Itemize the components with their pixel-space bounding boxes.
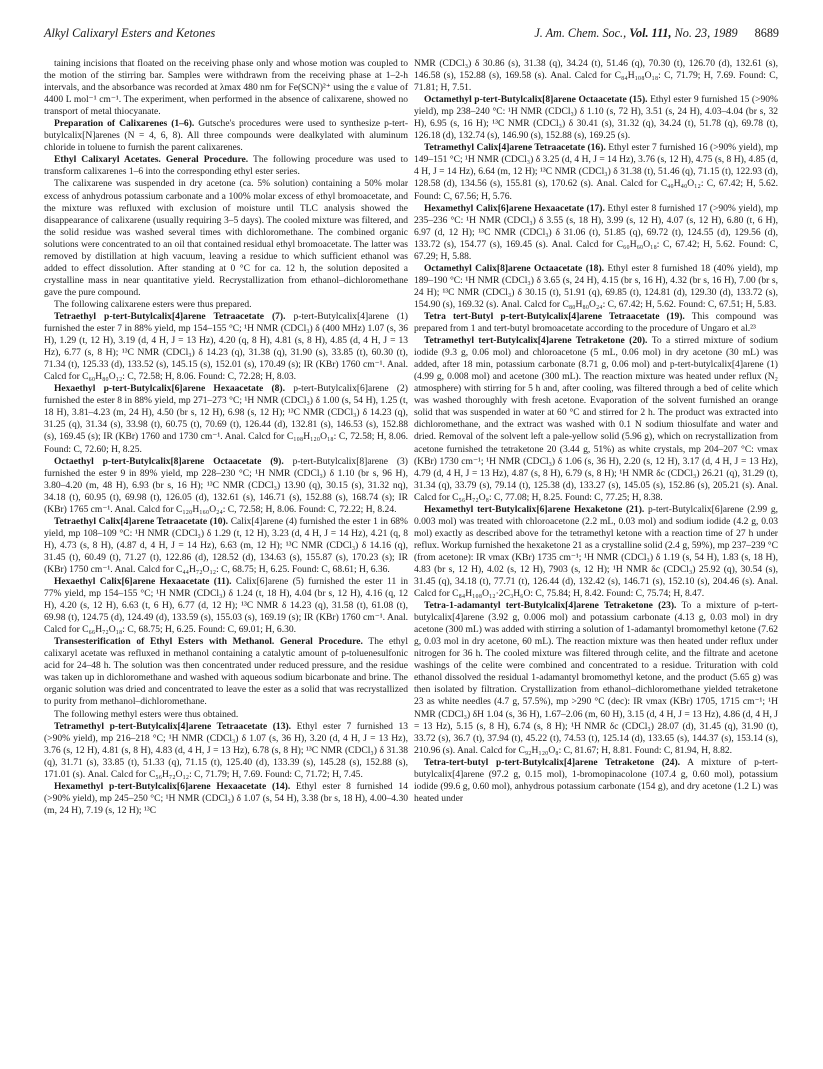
journal-issue: No. 23, 1989 <box>674 26 738 40</box>
paragraph-text: Ethyl ester 7 furnished 16 (>90% yield), mp 149–151 °C; ¹H NMR (CDCl₃) δ 3.25 (d, 4 H, J = 14 Hz), 3.76 (s, 12 H), 4.75 (s, 8 H), 4.85 (d, 4 H, J = 14 Hz), 6.64 (m, 12 H); ¹³C NMR (CDCl₃) δ 31.38 (t), 51.46 (q), 71.15 (t), 122.93 (d), 128.58 (d), 134.56 (s), 155.81 (s), 170.62 (s). Anal. Calcd for C₄₀H₄₀O₁₂: C, 67.42; H, 5.62. Found: C, 67.56; H, 5.76. <box>414 142 778 202</box>
paragraph-heading: Octamethyl p-tert-Butylcalix[8]arene Octaacetate (15). <box>424 94 648 106</box>
paragraph-heading: Hexamethyl p-tert-Butylcalix[6]arene Hexaacetate (14). <box>54 780 291 792</box>
paragraph <box>44 299 408 311</box>
paragraph-heading: Tetra-tert-butyl p-tert-Butylcalix[4]arene Tetraketone (24). <box>424 756 681 768</box>
paragraph <box>414 58 778 94</box>
paragraph-text: The calixarene was suspended in dry acetone (ca. 5% solution) containing a 50% molar excess of anhydrous potassium carbonate and a 100% molar excess of ethyl bromoacetate, and the mixture was refluxed with exclusion of moisture until TLC analysis showed the disappearance of calixarene (usually requiring 3–5 days). The cooled mixture was filtered, and the solid residue was washed several times with dichloromethane. The combined organic solutions were concentrated to an oil that contained residual ethyl bromoacetate. The latter was removed by distillation at high vacuum, leaving a residue to which sufficient ethanol was added to effect dissolution. After standing at 0 °C for ca. 12 h, the solution deposited a crystalline mass in near quantitative yield. Recrystallization from ethanol–dichloromethane gave the pure compound. <box>44 178 408 298</box>
page-number: 8689 <box>754 26 779 40</box>
paragraph-text: To a stirred mixture of sodium iodide (9.3 g, 0.06 mol) and chloroacetone (5 mL, 0.06 mol) in dry acetone (30 mL) was added, after 18 min, potassium carbonate (8.71 g, 0.06 mol) and p-tert-butylcalix[4]arene (1) (4.99 g, 0.008 mol) and acetone (300 mL). The reaction mixture was heated under reflux (N₂ atmosphere) with stirring for 5 h and, after cooling, was filtered through a bed of celite which was washed thoroughly with fresh acetone. Evaporation of the solvent furnished an orange solid that was suspended in water at 60 °C and stirred for 2 h. The product was extracted into dichloromethane, and the extract was washed with 0.1 N sodium thiosulfate and water and dried. Removal of the solvent left a pale-yellow solid (5.96 g), which on recrystallization from acetone furnished the tetraketone 20 (3.44 g, 51%) as white crystals, mp 204–207 °C: νmax (KBr) 1730 cm⁻¹; ¹H NMR (CDCl₃) δ 1.06 (s, 36 H), 2.20 (s, 12 H), 3.17 (d, 4 H, J = 13 Hz), 4.79 (d, 4 H, J = 13 Hz), 4.87 (s, 8 H), 6.79 (s, 8 H); ¹H NMR δc (CDCl₃) 26.21 (q), 31.29 (t), 31.34 (q), 33.79 (s), 79.14 (t), 125.38 (d), 133.27 (s), 145.05 (s), 152.86 (s), 205.21 (s). Anal. Calcd for C₅₆H₇₂O₈: C, 77.08; H, 8.25. Found: C, 77.25; H, 8.38. <box>414 335 779 503</box>
paragraph-text: The ethyl calixaryl acetate was refluxed in methanol containing a catalytic amount of p-toluenesulfonic acid for 24–48 h. The solution was then concentrated under reduced pressure, and the residue was taken up in dichloromethane and washed with aqueous sodium bicarbonate and brine. The organic solution was dried and concentrated to leave the ester as a solid that was recrystallized to purity from methanol–dichloromethane. <box>44 636 408 708</box>
paragraph <box>44 636 408 708</box>
paragraph <box>44 709 408 721</box>
paragraph-heading: Tetraethyl Calix[4]arene Tetraacetate (10). <box>54 515 229 527</box>
paragraph-heading: Tetra-1-adamantyl tert-Butylcalix[4]arene Tetraketone (23). <box>424 600 677 612</box>
paragraph <box>414 335 778 504</box>
paragraph-text: The following procedure was used to transform calixarenes 1–6 into the corresponding ethyl ester series. <box>44 154 408 178</box>
paragraph <box>414 757 778 805</box>
right-column <box>414 58 778 805</box>
paragraph-heading: Transesterification of Ethyl Esters with Methanol. General Procedure. <box>54 636 363 648</box>
paragraph-text: p-tert-Butylcalix[8]arene (3) furnished the ester 9 in 89% yield, mp 228–230 °C; ¹H NMR (CDCl₃) δ 1.10 (br s, 96 H), 3.80–4.20 (m, 48 H), 6.93 (br s, 16 H); ¹³C NMR (CDCl₃) 13.90 (q), 30.15 (s), 31.32 nq), 34.18 (t), 60.95 (t), 69.98 (t), 126.05 (d), 132.61 (s), 146.71 (s), 152.88 (s), 168.74 (s); IR (KBr) 1765 cm⁻¹. Anal. Calcd for C₁₂₀H₁₆₀O₂₄: C, 72.58; H, 8.06. Found: C, 72.22; H, 8.24. <box>44 455 408 515</box>
paragraph <box>44 456 408 516</box>
paragraph-text: Calix[6]arene (5) furnished the ester 11 in 77% yield, mp 154–155 °C; ¹H NMR (CDCl₃) δ 1.24 (t, 18 H), 4.04 (br s, 12 H), 4.16 (q, 12 H), 4.20 (s, 12 H), 6.63 (t, 6 H), 6.77 (d, 12 H); ¹³C NMR δ 14.23 (q), 31.58 (t), 61.08 (t), 69.98 (t), 124.75 (d), 124.49 (d), 133.59 (s), 155.03 (s), 169.19 (s); IR (KBr) 1760 cm⁻¹. Anal. Calcd for C₆₆H₇₂O₁₈: C, 68.75; H, 6.25. Found: C, 69.01; H, 6.30. <box>44 576 408 636</box>
paragraph <box>414 600 778 757</box>
paragraph-text: Calix[4]arene (4) furnished the ester 1 in 68% yield, mp 108–109 °C: ¹H NMR (CDCl₃) δ 1.29 (t, 12 H), 3.23 (d, 4 H, J = 14 Hz), 4.21 (q, 8 H), 4.73 (s, 8 H), (4.87 d, 4 H, J = 14 Hz), 6.63 (m, 12 H); ¹³C NMR (CDCl₃) δ 14.16 (q), 31.45 (t), 60.49 (t), 71.27 (t), 122.86 (d), 128.52 (d), 134.63 (s), 155.87 (s), 170.23 (s); IR (KBr) 1750 cm⁻¹. Anal. Calcd for C₄₄H₇₂O₁₂: C, 68.75; H, 6.25. Found: C, 68.61; H, 6.36. <box>44 515 409 575</box>
paragraph-heading: Hexaethyl p-tert-Butylcalix[6]arene Hexaacetate (8). <box>54 383 285 395</box>
paragraph <box>44 516 408 576</box>
paragraph-heading: Tetramethyl tert-Butylcalix[4]arene Tetraketone (20). <box>424 335 648 347</box>
paragraph-text: p-tert-Butylcalix[6]arene (2.99 g, 0.003 mol) was treated with chloroacetone (2.2 mL, 0.03 mol) and sodium iodide (4.2 g, 0.03 mol) exactly as described above for the tetramethyl ketone with a reaction time of 27 h under reflux. Workup furnished the hexaketone 21 as a crystalline solid (2.4 g, 59%), mp 237–239 °C (from acetone): IR νmax (KBr) 1735 cm⁻¹; ¹H NMR (CDCl₃) δ 1.19 (s, 54 H), 1.83 (s, 18 H), 4.83 (br s, 12 H), 4.02 (s, 12 H), 7903 (s, 12 H); ¹H NMR δc (CDCl₃) 25.92 (q), 30.54 (s), 31.45 (q), 34.18 (t), 77.71 (t), 126.44 (d), 132.42 (s), 146.71 (s), 152.10 (s), 204.46 (s). Anal. Calcd for C₈₄H₁₀₈O₁₂·2C₃H₆O: C, 75.84; H, 8.42. Found: C, 75.74; H, 8.47. <box>414 503 779 600</box>
paragraph <box>44 118 408 154</box>
running-header <box>44 26 779 44</box>
paragraph-heading: Hexamethyl Calix[6]arene Hexaacetate (17). <box>424 202 605 214</box>
paragraph-text: NMR (CDCl₃) δ 30.86 (s), 31.38 (q), 34.24 (t), 51.46 (q), 70.30 (t), 126.70 (d), 132.61 (s), 146.58 (s), 152.88 (s), 169.58 (s). Anal. Calcd for C₈₄H₁₀₈O₁₈: C, 71.79; H, 7.69. Found: C, 71.81; H, 7.51. <box>414 58 778 94</box>
paragraph-text: Gutsche's procedures were used to synthesize p-tert-butylcalix[N]arenes (N = 4, 6, 8). All three compounds were dealkylated with aluminum chloride in toluene to furnish the parent calixarenes. <box>44 118 409 154</box>
paragraph-text: taining incisions that floated on the receiving phase only and whose motion was coupled to the motion of the stirring bar. Samples were withdrawn from the receiving phase at 1–2-h intervals, and the absorbance was recorded at λmax 480 nm for Fe(SCN)²⁺ using the ε value of 4400 L mol⁻¹ cm⁻¹. The experiment, when performed in the absence of calixarene, showed no transport of metal thiocyanate. <box>44 58 408 118</box>
journal-citation <box>534 26 779 41</box>
paragraph <box>414 142 778 202</box>
paragraph-text: The following methyl esters were thus obtained. <box>54 708 239 720</box>
paragraph-heading: Hexamethyl tert-Butylcalix[6]arene Hexaketone (21). <box>424 503 645 515</box>
paragraph-text: Ethyl ester 8 furnished 17 (>90% yield), mp 235–236 °C: ¹H NMR (CDCl₃) δ 3.55 (s, 18 H), 3.99 (s, 12 H), 4.07 (s, 12 H), 6.80 (t, 6 H), 6.97 (d, 12 H); ¹³C NMR (CDCl₃) δ 31.06 (t), 51.85 (q), 69.72 (t), 124.55 (d), 129.56 (d), 133.72 (s), 154.77 (s), 169.45 (s). Anal. Calcd for C₆₀H₆₀O₁₈: C, 67.42; H, 5.62. Found: C, 67.29; H, 5.88. <box>414 202 778 262</box>
paragraph-heading: Tetramethyl p-tert-Butylcalix[4]arene Tetraacetate (13). <box>54 720 292 732</box>
paragraph-heading: Ethyl Calixaryl Acetates. General Procedure. <box>54 154 249 166</box>
paragraph-text: Ethyl ester 9 furnished 15 (>90% yield), mp 238–240 °C: ¹H NMR (CDCl₃) δ 1.10 (s, 72 H), 3.51 (s, 24 H), 4.03–4.04 (br s, 32 H), 6.95 (s, 16 H); ¹³C NMR (CDCl₃) δ 30.41 (s), 31.32 (q), 34.24 (t), 51.78 (q), 69.78 (t), 126.18 (d), 132.74 (s), 146.90 (s), 152.88 (s), 169.25 (s). <box>414 94 778 142</box>
paragraph-heading: Tetra tert-Butyl p-tert-Butylcalix[4]arene Tetraacetate (19). <box>424 310 685 322</box>
paragraph-heading: Hexaethyl Calix[6]arene Hexaacetate (11). <box>54 576 232 588</box>
paragraph-text: The following calixarene esters were thus prepared. <box>54 298 252 310</box>
paragraph-heading: Tetraethyl p-tert-Butylcalix[4]arene Tetraacetate (7). <box>54 310 286 322</box>
paragraph-text: Ethyl ester 7 furnished 13 (>90% yield), mp 216–218 °C; ¹H NMR (CDCl₃) δ 1.07 (s, 36 H), 3.20 (d, 4 H, J = 13 Hz), 3.76 (s, 12 H), 4.81 (s, 8 H), 4.83 (d, 4 H, J = 13 Hz), 6.78 (s, 8 H); ¹³C NMR (CDCl₃) δ 31.38 (q), 31.71 (s), 33.85 (t), 51.33 (q), 71.15 (t), 125.40 (d), 133.39 (s), 145.28 (s), 152.88 (s), 171.01 (s). Anal. Calcd for C₅₆H₇₂O₁₂: C, 71.79; H, 7.69. Found: C, 71.72; H, 7.45. <box>44 720 408 780</box>
paragraph <box>44 576 408 636</box>
paragraph <box>44 721 408 781</box>
paragraph <box>414 311 778 335</box>
paragraph-text: p-tert-Butylcalix[4]arene (1) furnished the ester 7 in 88% yield, mp 154–155 °C; ¹H NMR (CDCl₃) δ (400 MHz) 1.07 (s, 36 H), 1.29 (t, 12 H), 3.19 (d, 4 H, J = 13 Hz), 4.20 (q, 8 H), 4.81 (s, 8 H), 4.85 (d, 4 H, J = 13 Hz), 6.77 (s, 8 H); ¹³C NMR (CDCl₃) δ 14.23 (q), 31.38 (q), 31.90 (s), 33.85 (t), 60.30 (t), 71.34 (t), 125.33 (d), 133.52 (s), 145.15 (s), 152.01 (s), 170.49 (s); IR (KBr) 1760 cm⁻¹. Anal. Calcd for C₆₀H₈₀O₁₂: C, 72.58; H, 8.06. Found: C, 72.28; H, 8.03. <box>44 310 408 383</box>
paragraph <box>44 781 408 817</box>
paragraph-heading: Tetramethyl Calix[4]arene Tetraacetate (16). <box>424 142 606 154</box>
paragraph-text: This compound was prepared from 1 and tert-butyl bromoacetate according to the procedure of Ungaro et al.²³ <box>414 310 778 335</box>
journal-name: J. Am. Chem. Soc., <box>534 26 627 40</box>
paragraph <box>414 94 778 142</box>
paragraph <box>44 178 408 298</box>
paragraph-heading: Preparation of Calixarenes (1–6). <box>54 118 195 130</box>
left-column <box>44 58 408 817</box>
paragraph-text: Ethyl ester 8 furnished 18 (40% yield), mp 189–190 °C: ¹H NMR (CDCl₃) δ 3.65 (s, 24 H), 4.15 (br s, 16 H), 4.32 (br s, 16 H), 7.00 (br s, 24 H); ¹³C NMR (CDCl₃) δ 30.15 (t), 51.91 (q), 69.85 (t), 124.81 (d), 129.30 (d), 133.72 (s), 154.90 (s), 169.32 (s). Anal. Calcd for C₈₀H₈₀O₂₄: C, 67.42; H, 5.62. Found: C, 67.51; H, 5.83. <box>414 262 778 310</box>
paragraph-heading: Octamethyl Calix[8]arene Octaacetate (18). <box>424 262 605 274</box>
paragraph-text: p-tert-Butylcalix[6]arene (2) furnished the ester 8 in 88% yield, mp 271–273 °C; ¹H NMR (CDCl₃) δ 1.00 (s, 54 H), 1.25 (t, 18 H), 3.81–4.23 (m, 24 H), 4.50 (br s, 12 H), 6.98 (s, 12 H); ¹³C NMR (CDCl₃) δ 14.23 (q), 31.25 (q), 31.34 (s), 33.98 (t), 60.75 (t), 70.69 (t), 126.44 (d), 132.81 (s), 146.53 (s), 152.88 (s), 169.45 (s); IR (KBr) 1760 and 1730 cm⁻¹. Anal. Calcd for C₁₀₈H₁₂₀O₁₈: C, 72.58; H, 8.06. Found: C, 72.60; H, 8.25. <box>44 383 408 455</box>
paragraph <box>44 154 408 178</box>
paragraph <box>414 203 778 263</box>
journal-volume: Vol. 111, <box>629 26 672 40</box>
paragraph <box>44 383 408 455</box>
paragraph <box>44 311 408 383</box>
paragraph <box>414 263 778 311</box>
paragraph-heading: Octaethyl p-tert-Butylcalix[8]arene Octaacetate (9). <box>54 455 284 467</box>
paragraph-text: Ethyl ester 8 furnished 14 (>90% yield), mp 245–250 °C; ¹H NMR (CDCl₃) δ 1.07 (s, 54 H), 3.38 (br s, 18 H), 4.00–4.30 (m, 24 H), 7.19 (s, 12 H); ¹³C <box>44 780 408 816</box>
paragraph <box>44 58 408 118</box>
paragraph <box>414 504 778 600</box>
paragraph-text: A mixture of p-tert-butylcalix[4]arene (97.2 g, 0.15 mol), 1-bromopinacolone (107.4 g, 0.60 mol), potassium iodide (99.6 g, 0.60 mol), anhydrous potassium carbonate (154 g), and dry acetone (1.2 L) was heated under <box>414 756 778 804</box>
running-title: Alkyl Calixaryl Esters and Ketones <box>44 26 216 40</box>
paragraph-text: To a mixture of p-tert-butylcalix[4]arene (3.92 g, 0.006 mol) and potassium carbonate (4.13 g, 0.03 mol) in dry acetone (300 mL) was added with stirring a solution of 1-adamantyl bromomethyl ketone (7.62 g, 0.03 mol in dry acetone, 60 mL). The reaction mixture was then heated under reflux under nitrogen for 36 h. The cooled mixture was filtered through celite, and the filtrate and acetone washings of the celite were combined and concentrated to a residue. Trituration with cold ethanol dissolved the residual 1-adamantyl bromomethyl ketone, and the product (5.65 g) was then isolated by filtration. Crystallization from ethanol–dichloromethane yielded tetraketone 23 as white needles (4.7 g, 57.5%), mp >290 °C (dec): IR νmax (KBr) 1705, 1715 cm⁻¹; ¹H NMR (CDCl₃) δH 1.04 (s, 36 H), 1.67–2.06 (m, 60 H), 3.15 (d, 4 H, J = 13 Hz), 4.86 (d, 4 H, J = 13 Hz), 5.15 (s, 8 H), 6.74 (s, 8 H); ¹H NMR δc (CDCl₃) 28.07 (d), 31.45 (q), 31.90 (t), 33.72 (s), 36.7 (t), 37.94 (t), 45.22 (t), 74.53 (t), 125.14 (d), 133.65 (s), 144.37 (s), 153.14 (s), 210.96 (s). Anal. Calcd for C₉₂H₁₂₀O₈: C, 81.67; H, 8.81. Found: C, 81.94, H, 8.82. <box>414 600 778 756</box>
